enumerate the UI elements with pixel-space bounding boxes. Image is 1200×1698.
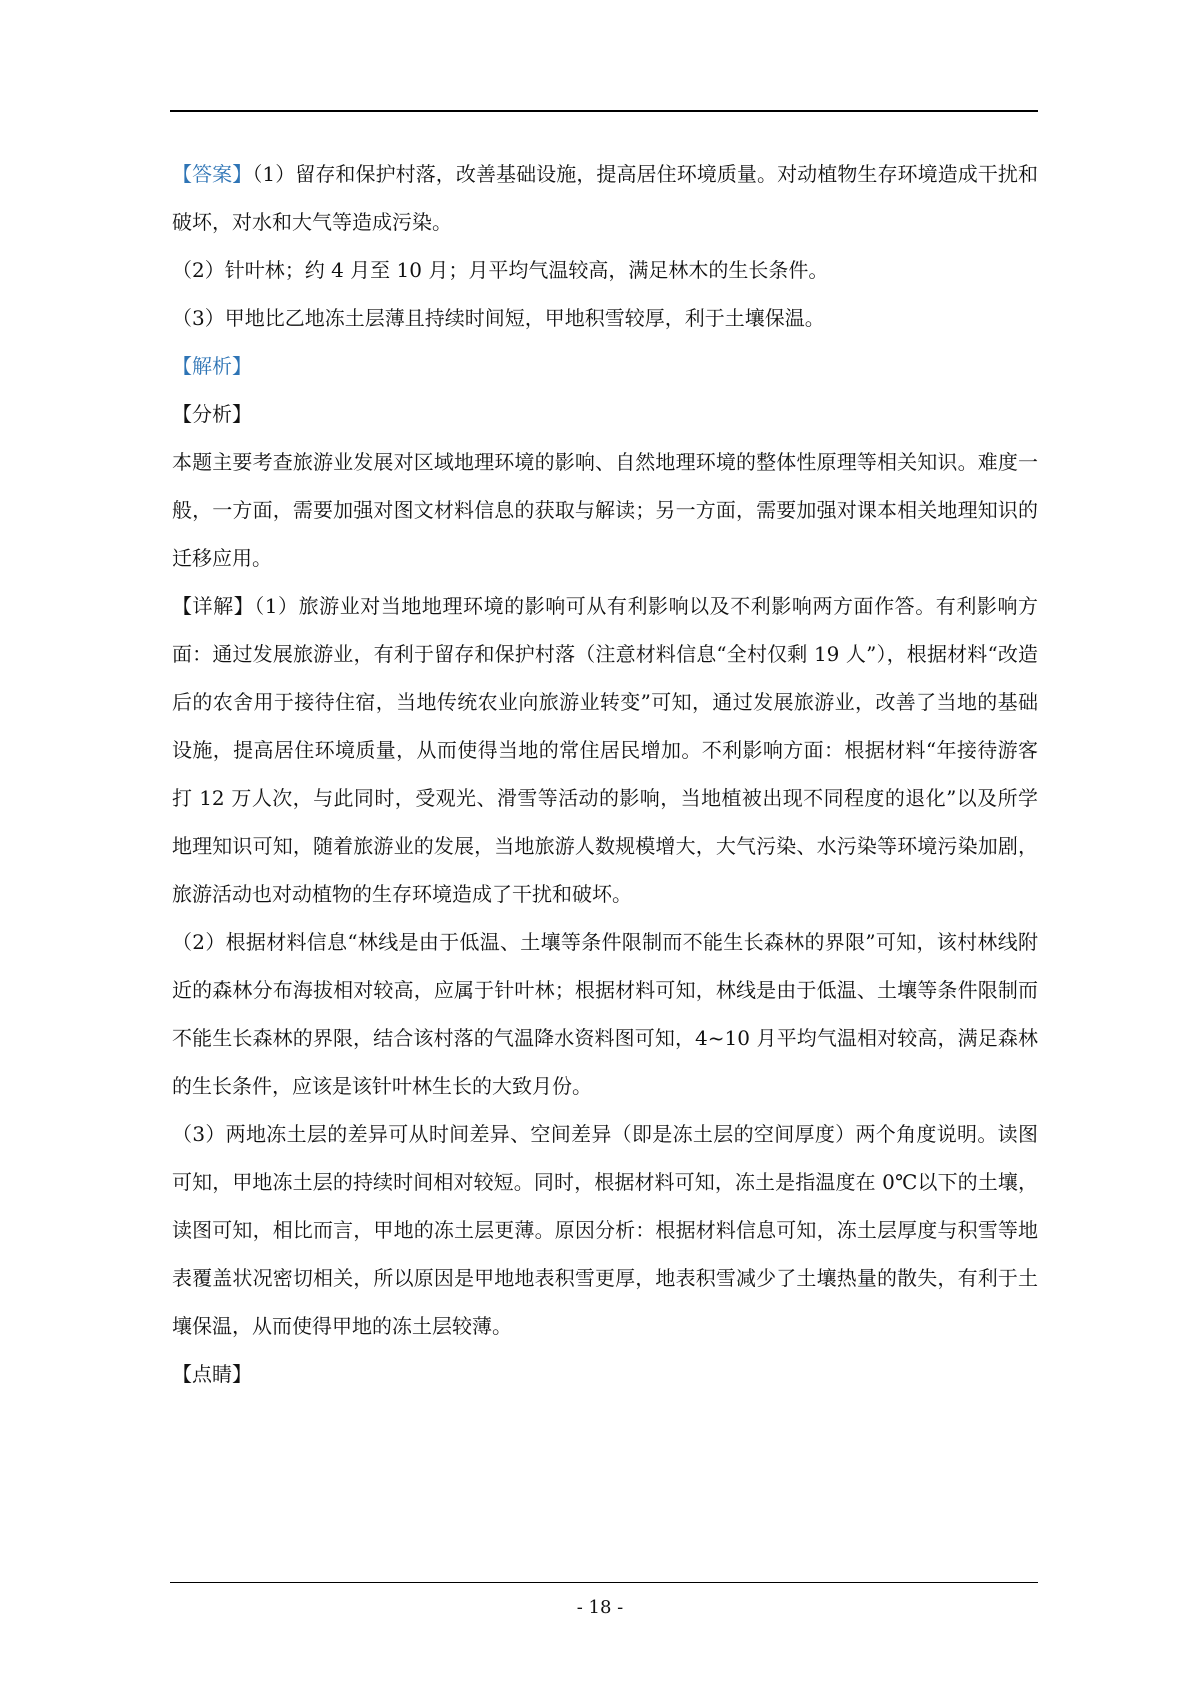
detail-paragraph-2: （2）根据材料信息“林线是由于低温、土壤等条件限制而不能生长森林的界限”可知，该村林线附近的森林分布海拔相对较高，应属于针叶林；根据材料可知，林线是由于低温、土壤等条件限制而不能生长森林的界限，结合该村落的气温降水资料图可知，4~10 月平均气温相对较高，满足森林的生长条件，应该是该针叶林生长的大致月份。	[172, 930, 1038, 1098]
answer-line-3: （3）甲地比乙地冻土层薄且持续时间短，甲地积雪较厚，利于土壤保温。	[172, 306, 825, 330]
answer-text-1: （1）留存和保护村落，改善基础设施，提高居住环境质量。对动植物生存环境造成干扰和破坏，对水和大气等造成污染。	[172, 162, 1038, 234]
analysis-label: 【解析】	[172, 354, 252, 378]
answer-label: 【答案】	[172, 162, 253, 186]
header-rule	[170, 110, 1038, 112]
answer-line-1	[172, 150, 1038, 246]
document-body	[172, 150, 1038, 1398]
fenxi-text: 本题主要考查旅游业发展对区域地理环境的影响、自然地理环境的整体性原理等相关知识。难度一般，一方面，需要加强对图文材料信息的获取与解读；另一方面，需要加强对课本相关地理知识的迁移应用。	[172, 450, 1038, 570]
fenxi-label: 【分析】	[172, 402, 252, 426]
footer-rule	[170, 1582, 1038, 1583]
dianjing-label: 【点睛】	[172, 1362, 252, 1386]
detail-paragraph-1	[172, 582, 1038, 918]
answer-line-2: （2）针叶林；约 4 月至 10 月；月平均气温较高，满足林木的生长条件。	[172, 258, 829, 282]
detail-paragraph-3: （3）两地冻土层的差异可从时间差异、空间差异（即是冻土层的空间厚度）两个角度说明。读图可知，甲地冻土层的持续时间相对较短。同时，根据材料可知，冻土是指温度在 0℃以下的土壤，读图可知，相比而言，甲地的冻土层更薄。原因分析：根据材料信息可知，冻土层厚度与积雪等地表覆盖状况密切相关，所以原因是甲地地表积雪更厚，地表积雪减少了土壤热量的散失，有利于土壤保温，从而使得甲地的冻土层较薄。	[172, 1122, 1038, 1338]
page-number: - 18 -	[576, 1597, 624, 1618]
detail-label: 【详解】	[172, 594, 255, 618]
detail-text-1: （1）旅游业对当地地理环境的影响可从有利影响以及不利影响两方面作答。有利影响方面：通过发展旅游业，有利于留存和保护村落（注意材料信息“全村仅剩 19 人”），根据材料“改造后的农舍用于接待住宿，当地传统农业向旅游业转变”可知，通过发展旅游业，改善了当地的基础设施，提高居住环境质量，从而使得当地的常住居民增加。不利影响方面：根据材料“年接待游客打 12 万人次，与此同时，受观光、滑雪等活动的影响，当地植被出现不同程度的退化”以及所学地理知识可知，随着旅游业的发展，当地旅游人数规模增大，大气污染、水污染等环境污染加剧，旅游活动也对动植物的生存环境造成了干扰和破坏。	[172, 594, 1038, 906]
